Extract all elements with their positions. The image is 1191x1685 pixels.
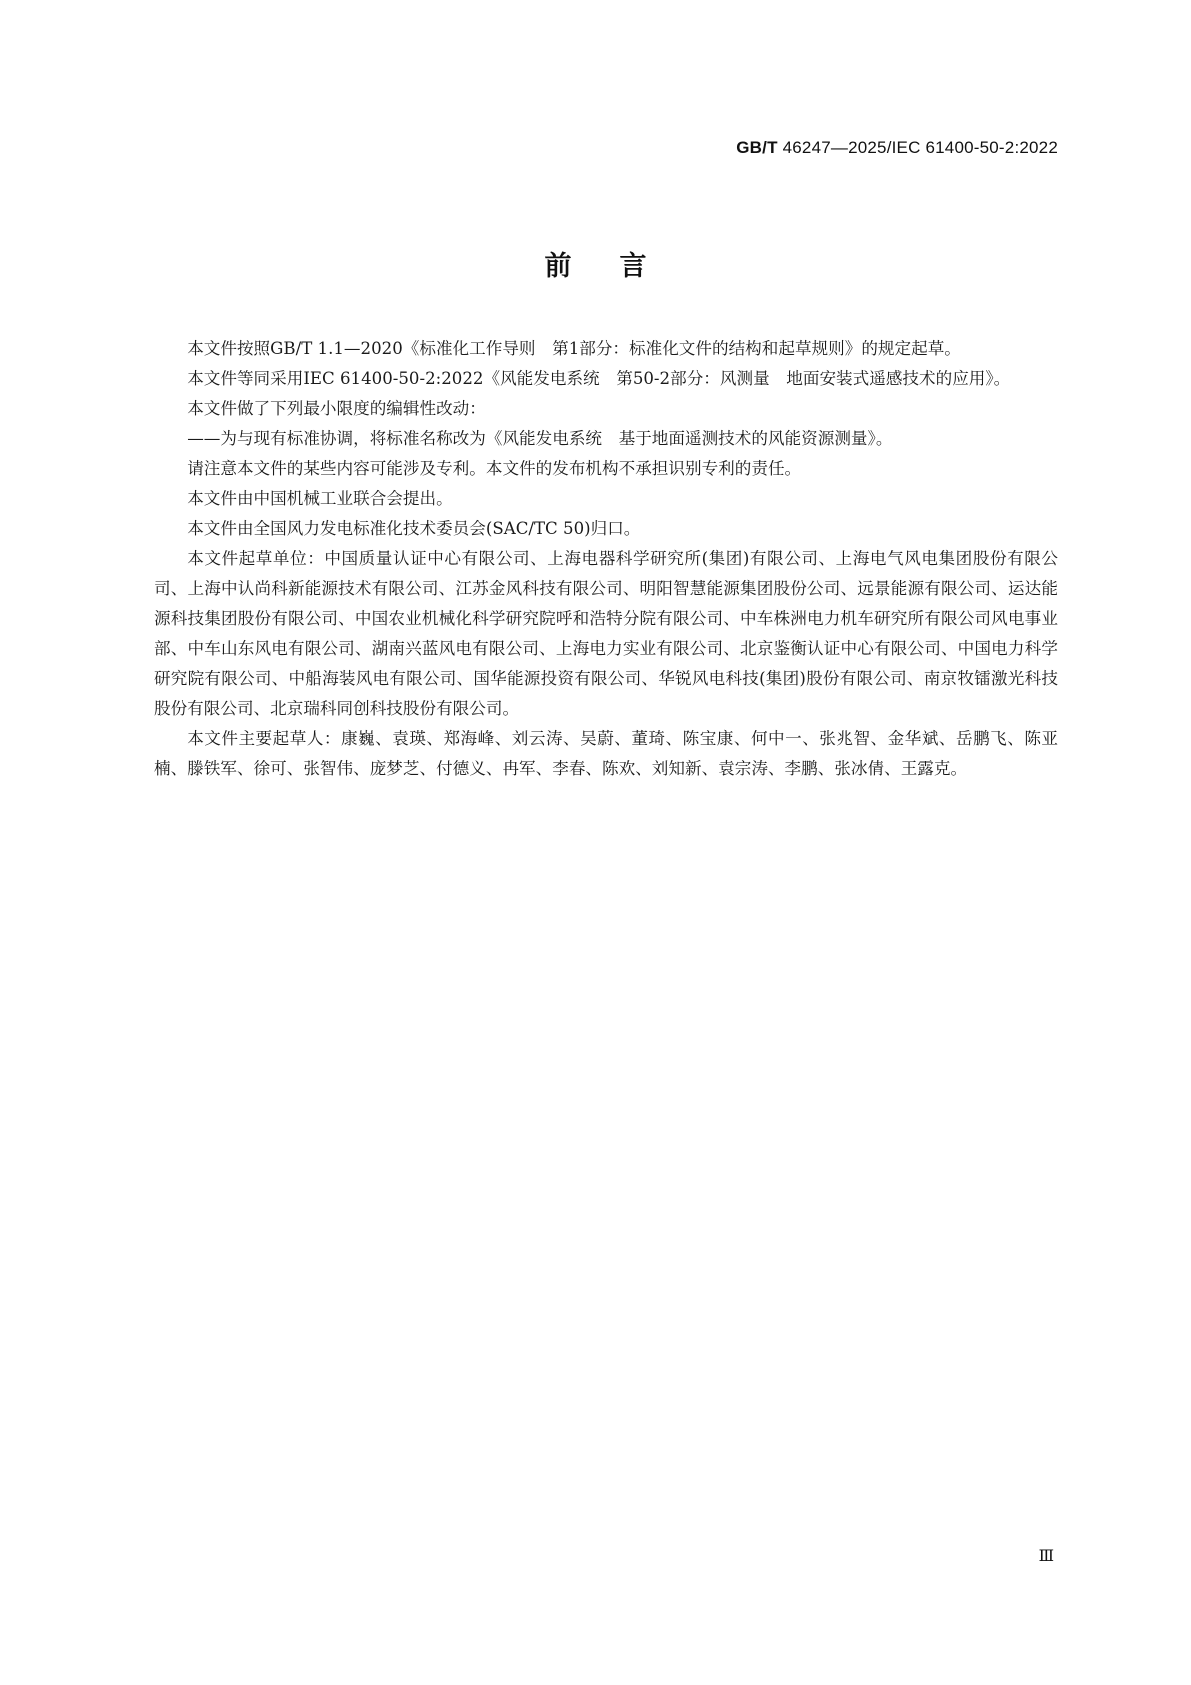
- paragraph-title-change: ——为与现有标准协调，将标准名称改为《风能发电系统 基于地面遥测技术的风能资源测量》。: [187, 429, 893, 448]
- standard-prefix: GB/T: [736, 138, 778, 157]
- paragraph-patent-notice: 请注意本文件的某些内容可能涉及专利。本文件的发布机构不承担识别专利的责任。: [187, 459, 802, 478]
- paragraph-adoption: 本文件等同采用IEC 61400-50-2:2022《风能发电系统 第50-2部分：风测量 地面安装式遥感技术的应用》。: [187, 369, 1011, 388]
- standard-code-header: [736, 138, 1058, 158]
- paragraph-centralized-by: 本文件由全国风力发电标准化技术委员会(SAC/TC 50)归口。: [187, 519, 641, 538]
- standard-number: 46247—2025/IEC 61400-50-2:2022: [782, 138, 1058, 157]
- paragraph-drafting-rules: 本文件按照GB/T 1.1—2020《标准化工作导则 第1部分：标准化文件的结构和起草规则》的规定起草。: [187, 339, 961, 358]
- paragraph-editorial-changes: 本文件做了下列最小限度的编辑性改动：: [187, 399, 486, 418]
- paragraph-drafting-units: 本文件起草单位：中国质量认证中心有限公司、上海电器科学研究所(集团)有限公司、上海电气风电集团股份有限公司、上海中认尚科新能源技术有限公司、江苏金风科技有限公司、明阳智慧能源集团股份公司、远景能源有限公司、运达能源科技集团股份有限公司、中国农业机械化科学研究院呼和浩特分院有限公司、中车株洲电力机车研究所有限公司风电事业部、中车山东风电有限公司、湖南兴蓝风电有限公司、上海电力实业有限公司、北京鉴衡认证中心有限公司、中国电力科学研究院有限公司、中船海装风电有限公司、国华能源投资有限公司、华锐风电科技(集团)股份有限公司、南京牧镭激光科技股份有限公司、北京瑞科同创科技股份有限公司。: [154, 549, 1058, 718]
- foreword-body: [154, 334, 1058, 784]
- paragraph-proposed-by: 本文件由中国机械工业联合会提出。: [187, 489, 453, 508]
- page-title: 前言: [544, 251, 695, 282]
- page-number: Ⅲ: [1038, 1548, 1054, 1565]
- paragraph-drafters: 本文件主要起草人：康巍、袁瑛、郑海峰、刘云涛、吴蔚、董琦、陈宝康、何中一、张兆智、金华斌、岳鹏飞、陈亚楠、滕铁军、徐可、张智伟、庞梦芝、付德义、冉军、李春、陈欢、刘知新、袁宗涛、李鹏、张冰倩、王露克。: [154, 729, 1058, 778]
